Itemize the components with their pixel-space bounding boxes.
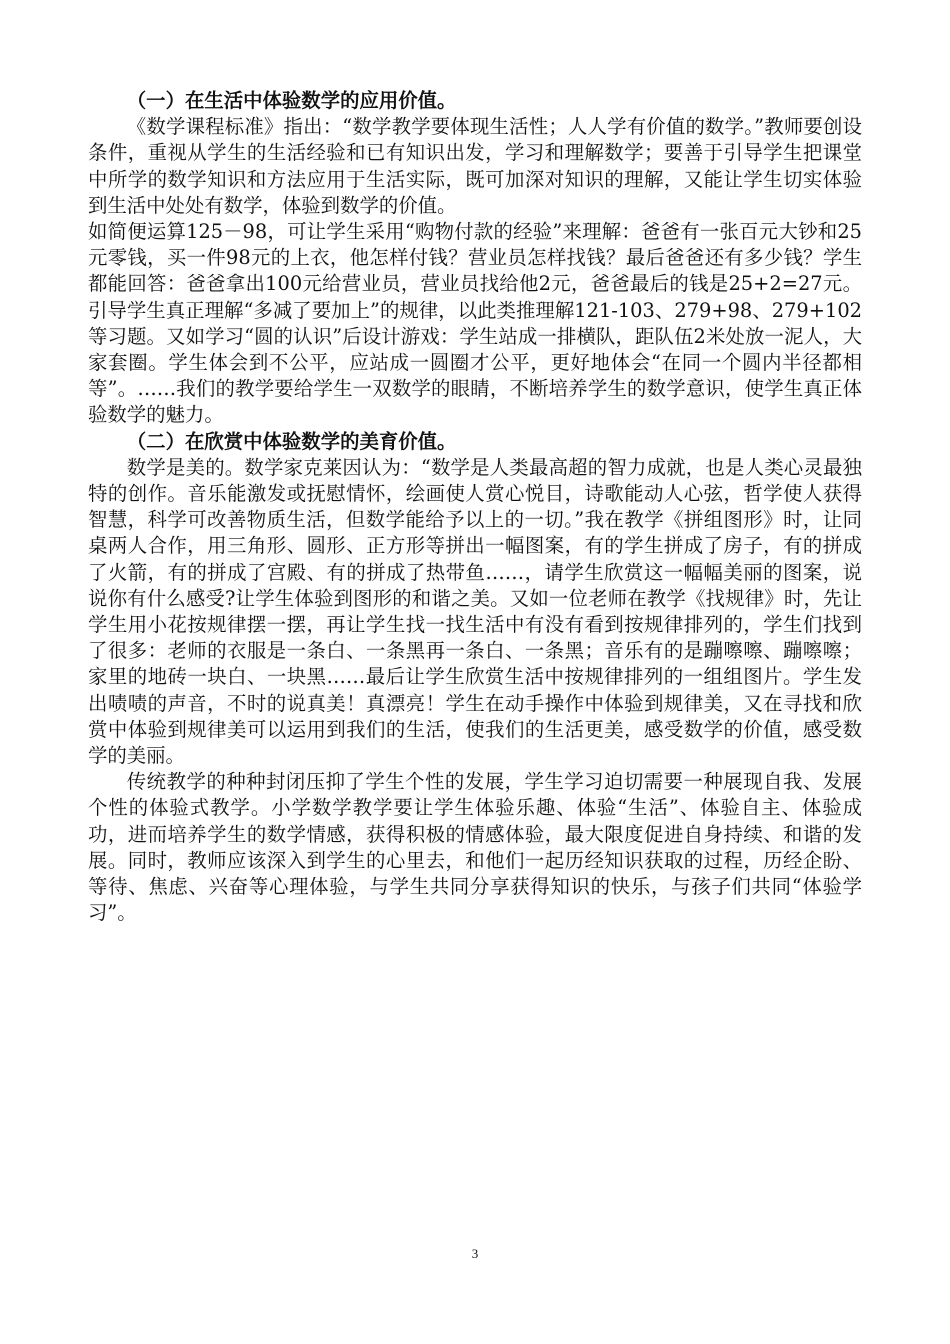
section-1-paragraph: 《数学课程标准》指出：“数学教学要体现生活性；人人学有价值的数学。”教师要创设条件，重视从学生的生活经验和已有知识出发，学习和理解数学；要善于引导学生把课堂中所学的数学知识和方法应用于生活实际，既可加深对知识的理解，又能让学生切实体验到生活中处处有数学，体验到数学的价值。	[88, 115, 862, 217]
closing-paragraph: 传统教学的种种封闭压抑了学生个性的发展，学生学习迫切需要一种展现自我、发展个性的体验式教学。小学数学教学要让学生体验乐趣、体验“生活”、体验自主、体验成功，进而培养学生的数学情感，获得积极的情感体验，最大限度促进自身持续、和谐的发展。同时，教师应该深入到学生的心里去，和他们一起历经知识获取的过程，历经企盼、等待、焦虑、兴奋等心理体验，与学生共同分享获得知识的快乐，与孩子们共同“体验学习”。	[88, 770, 862, 925]
section-2-heading: （二）在欣赏中体验数学的美育价值。	[126, 429, 457, 453]
section-1-heading: （一）在生活中体验数学的应用价值。	[126, 89, 457, 112]
document-body	[88, 88, 862, 927]
page-number: 3	[471, 1246, 479, 1261]
section-1-example-paragraph: 如简便运算125－98，可让学生采用“购物付款的经验”来理解：爸爸有一张百元大钞和25元零钱，买一件98元的上衣，他怎样付钱？营业员怎样找钱？最后爸爸还有多少钱？学生都能回答：爸爸拿出100元给营业员，营业员找给他2元，爸爸最后的钱是25+2=27元。引导学生真正理解“多减了要加上”的规律，以此类推理解121-103、279+98、279+102等习题。又如学习“圆的认识”后设计游戏：学生站成一排横队，距队伍2米处放一泥人，大家套圈。学生体会到不公平，应站成一圆圈才公平，更好地体会“在同一个圆内半径都相等”。……我们的教学要给学生一双数学的眼睛，不断培养学生的数学意识，使学生真正体验数学的魅力。	[88, 220, 862, 427]
section-2-paragraph: 数学是美的。数学家克莱因认为：“数学是人类最高超的智力成就，也是人类心灵最独特的创作。音乐能激发或抚慰情怀，绘画使人赏心悦目，诗歌能动人心弦，哲学使人获得智慧，科学可改善物质生活，但数学能给予以上的一切。”我在教学《拼组图形》时，让同桌两人合作，用三角形、圆形、正方形等拼出一幅图案，有的学生拼成了房子，有的拼成了火箭，有的拼成了宫殿、有的拼成了热带鱼……，请学生欣赏这一幅幅美丽的图案，说说你有什么感受?让学生体验到图形的和谐之美。又如一位老师在教学《找规律》时，先让学生用小花按规律摆一摆，再让学生找一找生活中有没有看到按规律排列的，学生们找到了很多：老师的衣服是一条白、一条黑再一条白、一条黑；音乐有的是蹦嚓嚓、蹦嚓嚓；家里的地砖一块白、一块黑……最后让学生欣赏生活中按规律排列的一组组图片。学生发出啧啧的声音，不时的说真美！真漂亮！学生在动手操作中体验到规律美，又在寻找和欣赏中体验到规律美可以运用到我们的生活，使我们的生活更美，感受数学的价值，感受数学的美丽。	[88, 455, 862, 768]
